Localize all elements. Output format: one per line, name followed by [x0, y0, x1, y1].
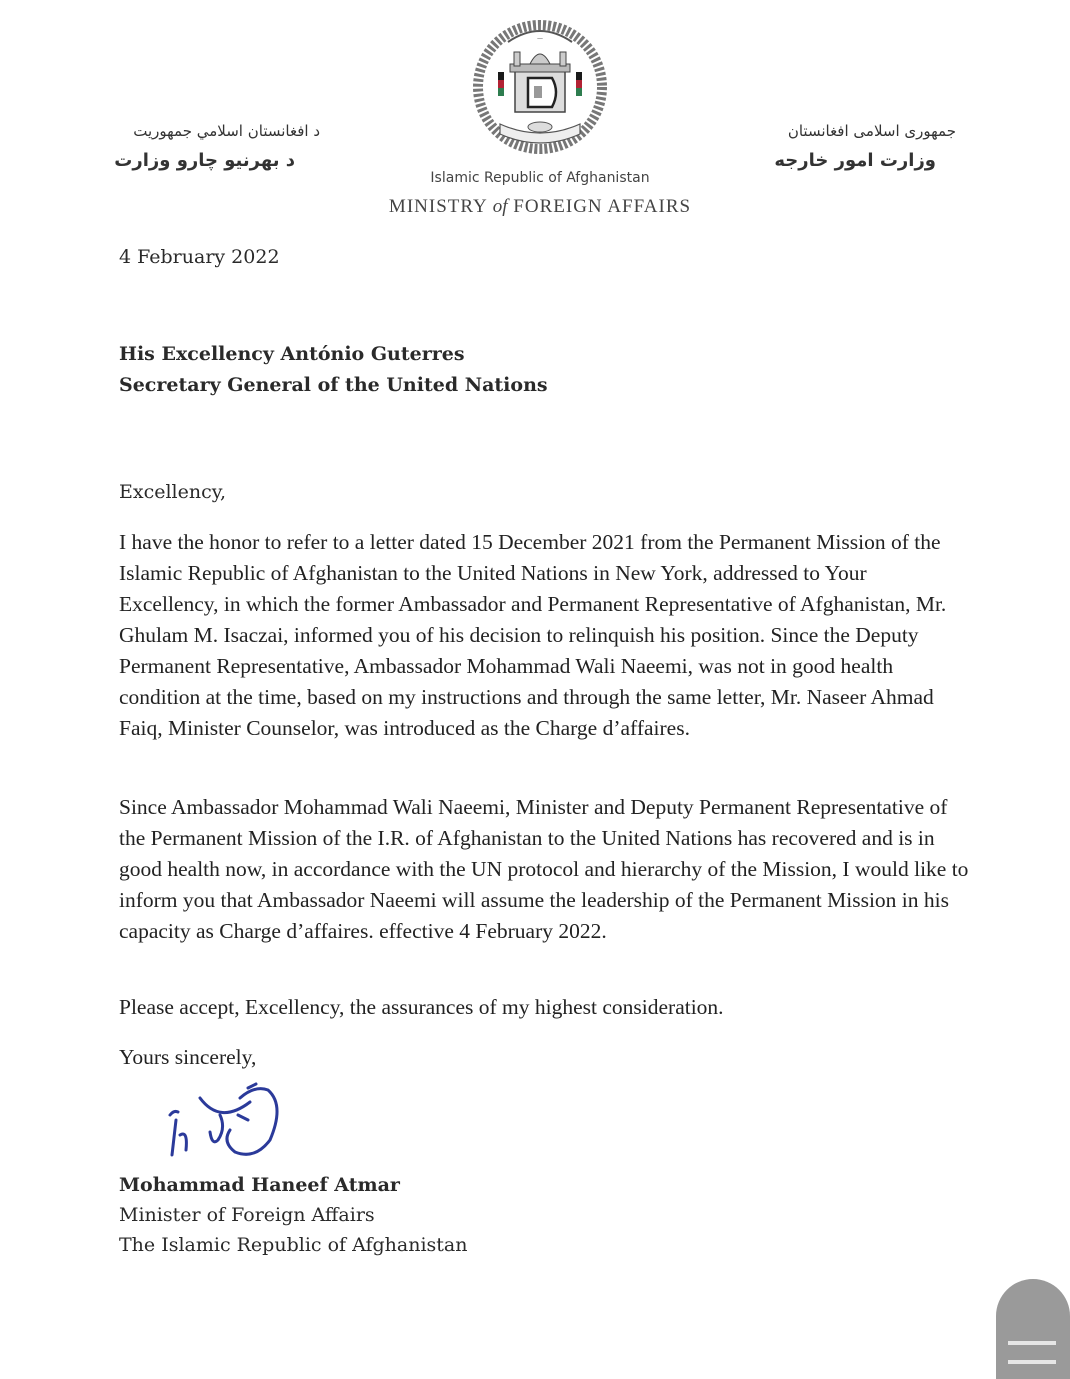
dari-country-name: جمهوری اسلامی افغانستان: [787, 122, 956, 140]
salutation: Excellency,: [119, 481, 226, 503]
ministry-title-part2: FOREIGN AFFAIRS: [507, 196, 692, 217]
country-subtitle: Islamic Republic of Afghanistan: [430, 170, 650, 186]
afghanistan-emblem-icon: [470, 12, 610, 157]
drag-handle-icon: [1008, 1341, 1056, 1345]
closing-line: Please accept, Excellency, the assurances of my highest consideration.: [119, 995, 724, 1019]
signatory-country: The Islamic Republic of Afghanistan: [119, 1234, 468, 1256]
valediction: Yours sincerely,: [119, 1045, 257, 1069]
svg-text:—: —: [537, 35, 543, 42]
handwritten-signature-icon: [160, 1080, 310, 1170]
ministry-title-of: of: [492, 196, 508, 217]
ministry-title: [340, 196, 740, 218]
drag-handle-icon-line: [1008, 1360, 1056, 1364]
pashto-ministry-name: د بهرنیو چارو وزارت: [114, 150, 295, 171]
dari-ministry-name: وزارت امور خارجه: [774, 150, 936, 171]
pashto-country-name: د افغانستان اسلامي جمهوریت: [133, 122, 320, 140]
body-paragraph-1: I have the honor to refer to a letter dated 15 December 2021 from the Permanent Mission of the Islamic Republic of Afghanistan to the United Nations in New York, addressed to Your Excellency, in which the former Ambassador and Permanent Representative of Afghanistan, Mr. Ghulam M. Isaczai, informed you of his decision to relinquish his position. Since the Deputy Permanent Representative, Ambassador Mohammad Wali Naeemi, was not in good health condition at the time, based on my instructions and through the same letter, Mr. Naseer Ahmad Faiq, Minister Counselor, was introduced as the Charge d’affaires.: [119, 530, 947, 740]
signatory-title: Minister of Foreign Affairs: [119, 1204, 375, 1226]
drag-handle-button[interactable]: [996, 1279, 1070, 1379]
addressee-title: Secretary General of the United Nations: [119, 374, 548, 396]
addressee-name: His Excellency António Guterres: [119, 343, 465, 365]
letter-date: 4 February 2022: [119, 246, 280, 268]
body-paragraph-2: Since Ambassador Mohammad Wali Naeemi, Minister and Deputy Permanent Representative of the Permanent Mission of the I.R. of Afghanistan to the United Nations has recovered and is in good health now, in accordance with the UN protocol and hierarchy of the Mission, I would like to inform you that Ambassador Naeemi will assume the leadership of the Permanent Mission in his capacity as Charge d’affaires. effective 4 February 2022.: [119, 795, 969, 943]
addressee-block: [119, 339, 548, 401]
ministry-title-part1: MINISTRY: [388, 196, 493, 217]
signatory-name: Mohammad Haneef Atmar: [119, 1174, 400, 1196]
signatory-block: [119, 1170, 468, 1260]
